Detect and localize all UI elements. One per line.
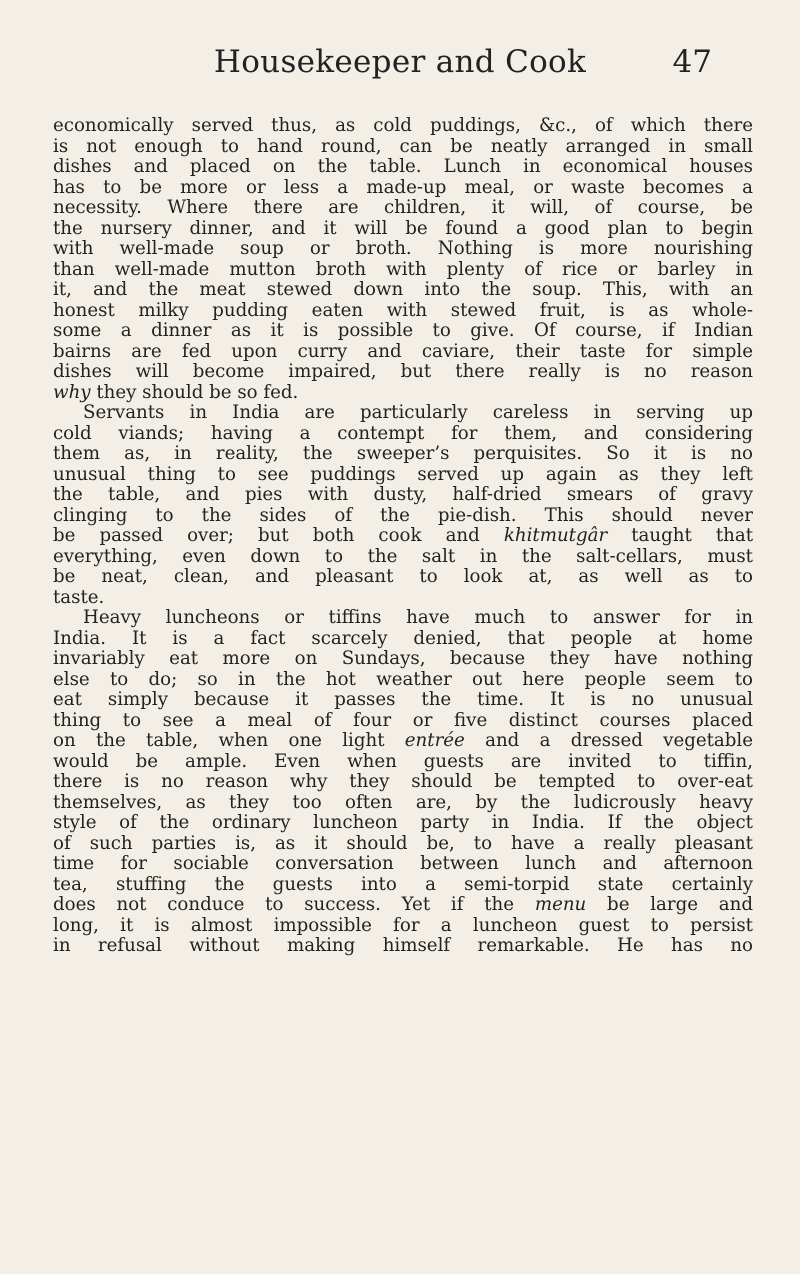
text-fragment: they should be so fed. <box>90 381 299 403</box>
text-fragment: on the table, when one light <box>53 730 405 751</box>
text-line: the nursery dinner, and it will be found a good plan to begin <box>53 217 753 239</box>
paragraph-3 <box>53 608 753 957</box>
text-line: tea, stuffing the guests into a semi-torpid state certainly <box>53 873 753 895</box>
text-line: invariably eat more on Sundays, because they have nothing <box>53 648 753 669</box>
text-line <box>53 383 753 404</box>
italic-word: entrée <box>404 730 465 751</box>
text-line: honest milky pudding eaten with stewed fruit, is as whole- <box>53 299 753 321</box>
text-line: unusual thing to see puddings served up again as they left <box>53 463 753 485</box>
text-line <box>53 895 753 916</box>
text-line: long, it is almost impossible for a luncheon guest to persist <box>53 914 753 936</box>
text-line: everything, even down to the salt in the salt-cellars, must <box>53 545 753 567</box>
text-line: dishes and placed on the table. Lunch in economical houses <box>53 156 753 177</box>
text-line: dishes will become impaired, but there really is no reason <box>53 361 753 382</box>
running-title: Housekeeper and Cook <box>213 44 587 80</box>
text-fragment: be large and <box>586 894 753 915</box>
text-fragment: be passed over; but both cook and <box>53 525 504 546</box>
paragraph-2 <box>53 403 753 608</box>
text-line: necessity. Where there are children, it will, of course, be <box>53 197 753 218</box>
body-text <box>53 116 753 957</box>
text-line: is not enough to hand round, can be neatly arranged in small <box>53 135 753 157</box>
text-line: Heavy luncheons or tiffins have much to answer for in <box>83 607 753 628</box>
text-line: Servants in India are particularly careless in serving up <box>83 402 753 423</box>
running-head <box>0 44 800 94</box>
text-line: be neat, clean, and pleasant to look at, as well as to <box>53 566 753 587</box>
text-line: in refusal without making himself remarkable. He has no <box>53 935 753 956</box>
text-fragment: and a dressed vegetable <box>464 730 753 751</box>
text-line: clinging to the sides of the pie-dish. This should never <box>53 504 753 526</box>
text-line: economically served thus, as cold puddings, &c., of which there <box>53 115 753 136</box>
text-line: bairns are fed upon curry and caviare, their taste for simple <box>53 340 753 362</box>
text-fragment: does not conduce to success. Yet if the <box>53 894 535 915</box>
text-line: themselves, as they too often are, by the ludicrously heavy <box>53 791 753 813</box>
text-line: has to be more or less a made-up meal, or waste becomes a <box>53 176 753 198</box>
paragraph-1 <box>53 116 753 403</box>
text-line: taste. <box>53 586 105 608</box>
text-line: India. It is a fact scarcely denied, that people at home <box>53 627 753 649</box>
text-line: cold viands; having a contempt for them, and considering <box>53 422 753 444</box>
text-line: eat simply because it passes the time. It is no unusual <box>53 689 753 710</box>
text-line: than well-made mutton broth with plenty of rice or barley in <box>53 258 753 280</box>
text-fragment: taught that <box>607 525 753 546</box>
text-line: it, and the meat stewed down into the soup. This, with an <box>53 279 753 300</box>
text-line: there is no reason why they should be tempted to over-eat <box>53 771 753 792</box>
text-line: them as, in reality, the sweeper’s perquisites. So it is no <box>53 443 753 464</box>
page-number: 47 <box>672 44 712 80</box>
text-line: of such parties is, as it should be, to have a really pleasant <box>53 832 753 854</box>
text-line: thing to see a meal of four or five distinct courses placed <box>53 709 753 731</box>
text-line <box>53 731 753 752</box>
text-line: some a dinner as it is possible to give. Of course, if Indian <box>53 320 753 341</box>
text-line: style of the ordinary luncheon party in India. If the object <box>53 812 753 833</box>
text-line <box>53 526 753 547</box>
text-line: else to do; so in the hot weather out here people seem to <box>53 668 753 690</box>
italic-word: menu <box>534 894 587 915</box>
text-line: time for sociable conversation between lunch and afternoon <box>53 853 753 874</box>
italic-word: khitmutgâr <box>503 525 608 546</box>
text-line: the table, and pies with dusty, half-dried smears of gravy <box>53 484 753 505</box>
text-line: would be ample. Even when guests are invited to tiffin, <box>53 750 753 772</box>
text-line: with well-made soup or broth. Nothing is more nourishing <box>53 238 753 259</box>
italic-word: why <box>53 381 91 403</box>
